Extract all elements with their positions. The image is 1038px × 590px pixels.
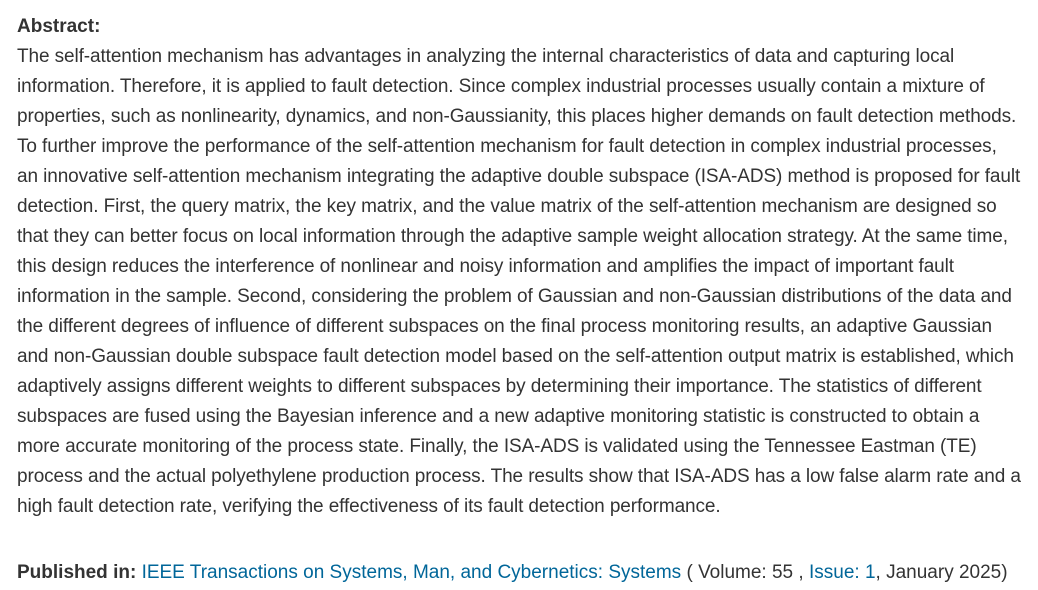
separator: , (793, 562, 809, 583)
separator: , (875, 562, 887, 583)
published-in (17, 558, 1021, 588)
published-in-label: Published in: (17, 562, 137, 583)
volume-text: Volume: 55 (698, 562, 794, 583)
open-paren: ( (681, 562, 699, 583)
close-paren: ) (1001, 562, 1008, 583)
abstract-heading: Abstract: (17, 16, 101, 37)
publication-date: January 2025 (886, 562, 1002, 583)
journal-link[interactable]: IEEE Transactions on Systems, Man, and Cybernetics: Systems (141, 562, 682, 583)
abstract-text: The self-attention mechanism has advantages in analyzing the internal characteristics of data and capturing local information. Therefore, it is applied to fault detection. Since complex industrial processes usually contain a mixture of properties, such as nonlinearity, dynamics, and non-Gaussianity, this places higher demands on fault detection methods. To further improve the performance of the self-attention mechanism for fault detection in complex industrial processes, an innovative self-attention mechanism integrating the adaptive double subspace (ISA-ADS) method is proposed for fault detection. First, the query matrix, the key matrix, and the value matrix of the self-attention mechanism are designed so that they can better focus on local information through the adaptive sample weight allocation strategy. At the same time, this design reduces the interference of nonlinear and noisy information and amplifies the impact of important fault information in the sample. Second, considering the problem of Gaussian and non-Gaussian distributions of the data and the different degrees of influence of different subspaces on the final process monitoring results, an adaptive Gaussian and non-Gaussian double subspace fault detection model based on the self-attention output matrix is established, which adaptively assigns different weights to different subspaces by determining their importance. The statistics of different subspaces are fused using the Bayesian inference and a new adaptive monitoring statistic is constructed to obtain a more accurate monitoring of the process state. Finally, the ISA-ADS is validated using the Tennessee Eastman (TE) process and the actual polyethylene production process. The results show that ISA-ADS has a low false alarm rate and a high fault detection rate, verifying the effectiveness of its fault detection performance. (17, 46, 1021, 517)
issue-link[interactable]: Issue: 1 (808, 562, 876, 583)
